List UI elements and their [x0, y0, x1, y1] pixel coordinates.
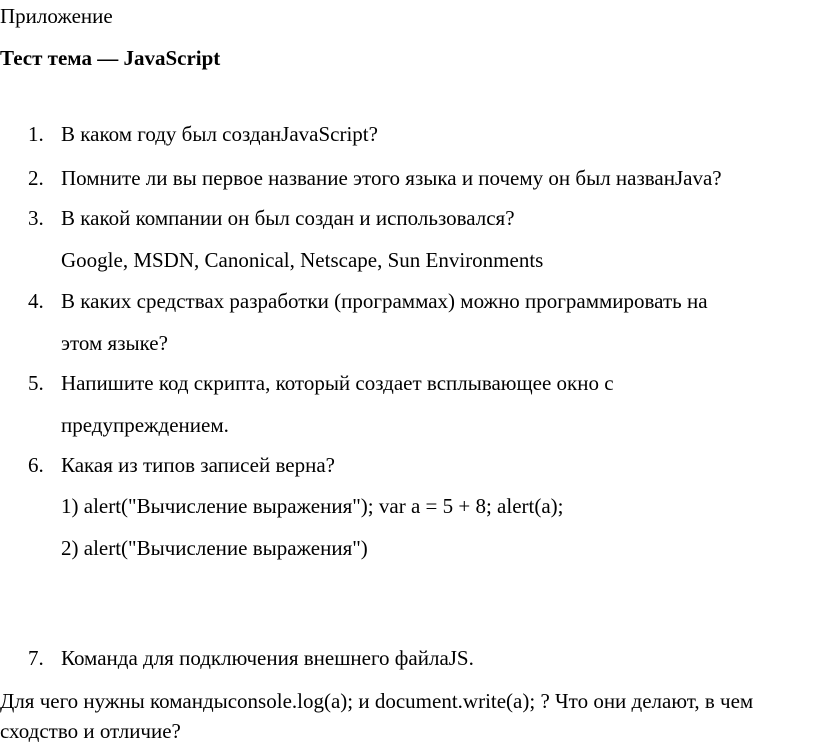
question-text: В каком году был созданJavaScript?	[61, 122, 378, 146]
question-text-continued: этом языке?	[61, 331, 168, 355]
question-number: 5.	[28, 371, 44, 395]
question-text: Напишите код скрипта, который создает всплывающее окно с	[61, 371, 614, 395]
test-title: Тест тема — JavaScript	[0, 46, 221, 70]
question-text: Команда для подключения внешнего файлаJS.	[61, 646, 474, 670]
answer-option-1: 1) alert("Вычисление выражения"); var a = 5 + 8; alert(a);	[61, 494, 564, 518]
question-text: Помните ли вы первое название этого языка и почему он был названJava?	[61, 166, 722, 190]
question-number: 7.	[28, 646, 44, 670]
question-text: Какая из типов записей верна?	[61, 453, 335, 477]
final-question: Для чего нужны командыconsole.log(a); и document.write(a); ? Что они делают, в чем сходство и отличие?	[0, 689, 754, 743]
question-number: 2.	[28, 166, 44, 190]
question-number: 6.	[28, 453, 44, 477]
answer-option-2: 2) alert("Вычисление выражения")	[61, 536, 368, 560]
question-text: В каких средствах разработки (программах) можно программировать на	[61, 289, 708, 313]
question-number: 3.	[28, 206, 44, 230]
question-text-continued: предупреждением.	[61, 413, 229, 437]
answer-options: Google, MSDN, Canonical, Netscape, Sun Environments	[61, 248, 544, 272]
appendix-label: Приложение	[0, 4, 113, 28]
question-number: 4.	[28, 289, 44, 313]
question-text: В какой компании он был создан и использовался?	[61, 206, 515, 230]
question-number: 1.	[28, 122, 44, 146]
